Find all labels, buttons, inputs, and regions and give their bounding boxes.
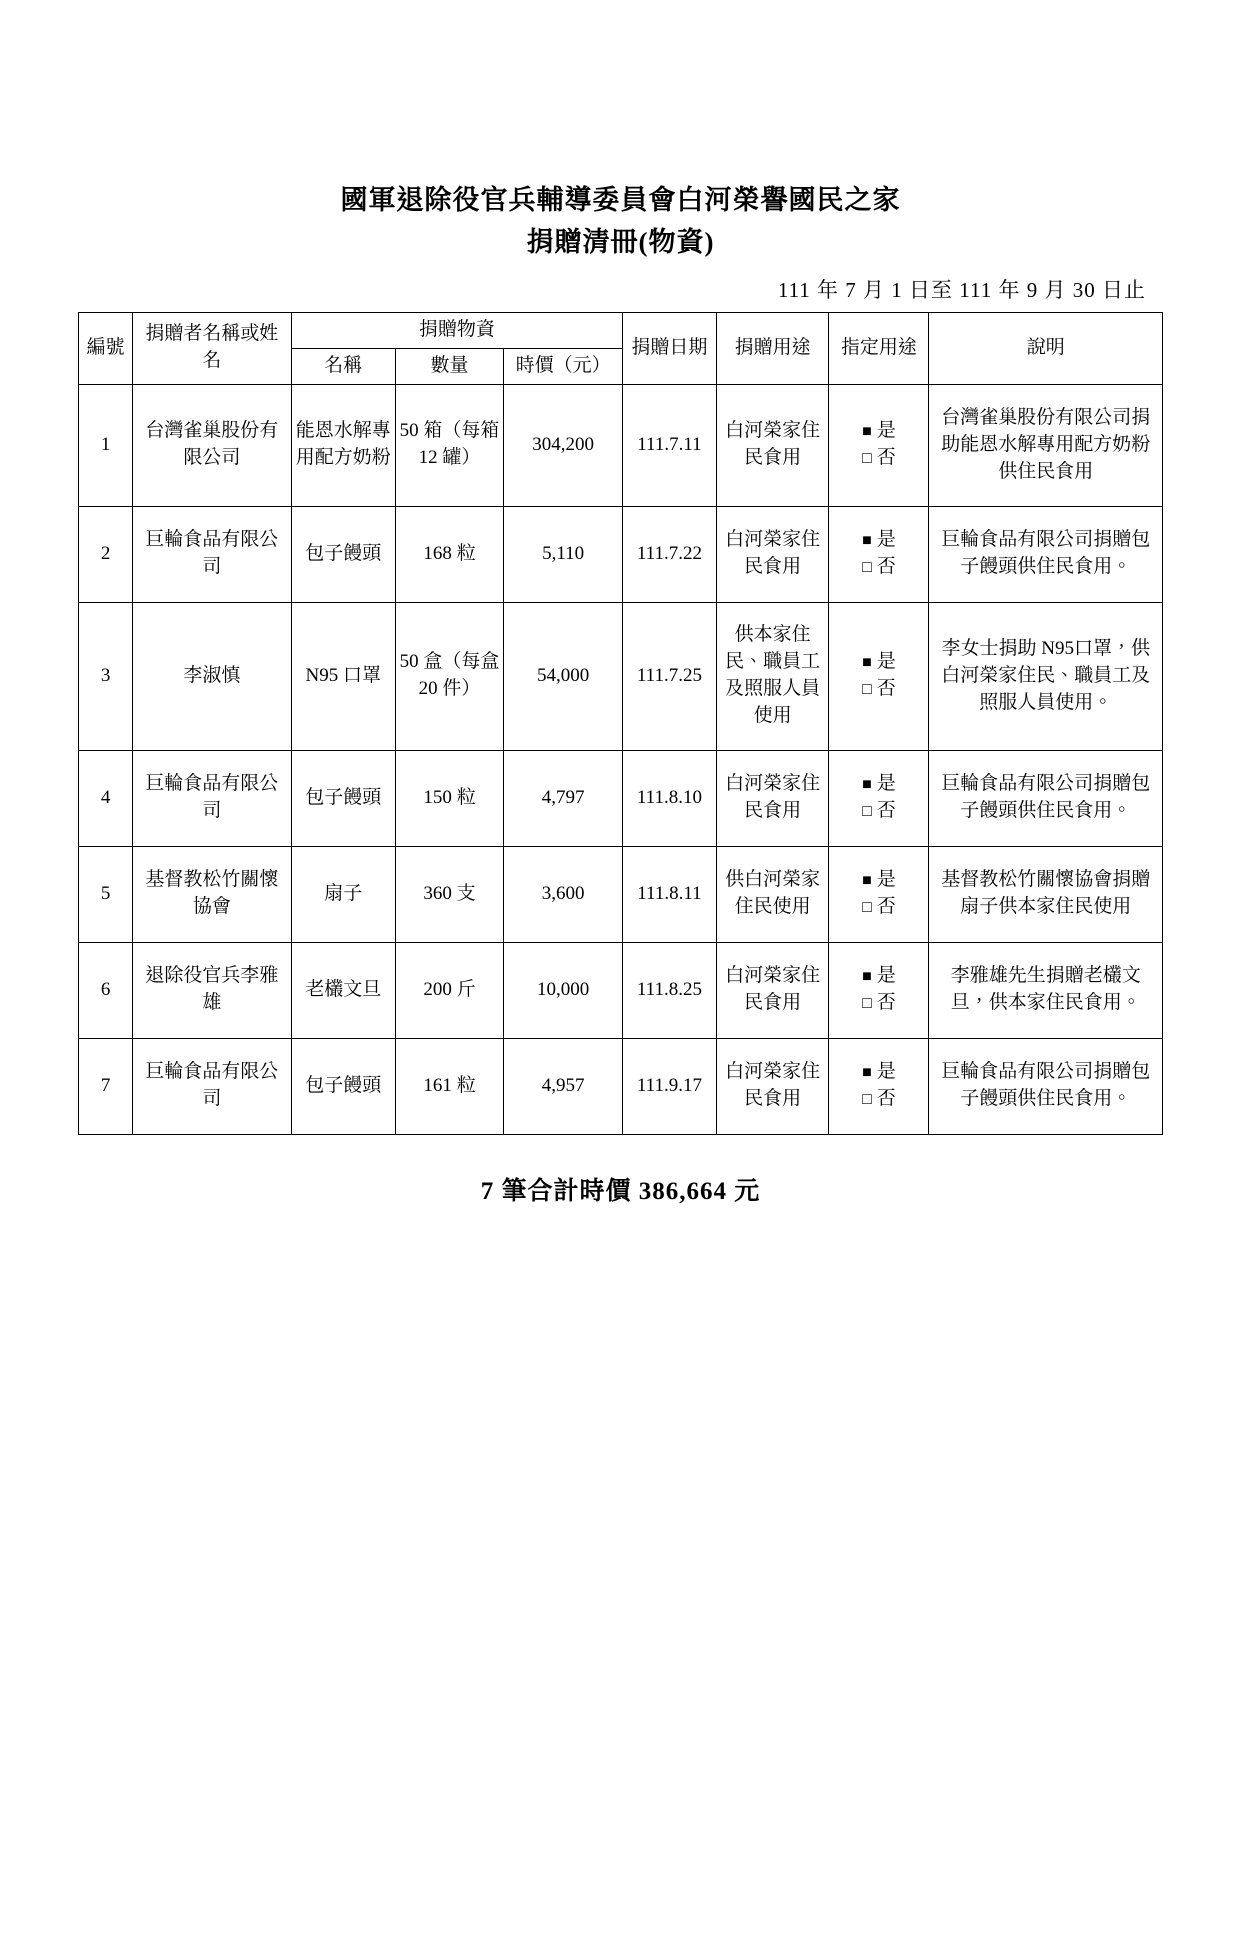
header-designated: 指定用途: [829, 312, 929, 384]
table-row: [79, 506, 1163, 602]
cell-designated: [829, 602, 929, 750]
cell-price: 4,957: [504, 1038, 623, 1134]
cell-purpose: 供白河榮家住民使用: [716, 846, 829, 942]
cell-purpose: 供本家住民、職員工及照服人員使用: [716, 602, 829, 750]
cell-no: 2: [79, 506, 133, 602]
designated-yes-checkbox[interactable]: ■ 是: [832, 649, 925, 676]
header-quantity: 數量: [395, 348, 503, 384]
designated-no-checkbox[interactable]: □ 否: [832, 990, 925, 1017]
designated-no-checkbox[interactable]: □ 否: [832, 554, 925, 581]
cell-quantity: 150 粒: [395, 750, 503, 846]
cell-price: 4,797: [504, 750, 623, 846]
header-purpose: 捐贈用途: [716, 312, 829, 384]
designated-yes-checkbox[interactable]: ■ 是: [832, 527, 925, 554]
cell-designated: [829, 1038, 929, 1134]
cell-no: 1: [79, 384, 133, 506]
header-price: 時價（元）: [504, 348, 623, 384]
designated-yes-checkbox[interactable]: ■ 是: [832, 867, 925, 894]
cell-quantity: 168 粒: [395, 506, 503, 602]
cell-note: 李女士捐助 N95口罩，供白河榮家住民、職員工及照服人員使用。: [929, 602, 1163, 750]
cell-donor: 台灣雀巢股份有限公司: [133, 384, 291, 506]
cell-date: 111.8.25: [623, 942, 717, 1038]
cell-designated: [829, 750, 929, 846]
header-donor: 捐贈者名稱或姓名: [133, 312, 291, 384]
cell-note: 巨輪食品有限公司捐贈包子饅頭供住民食用。: [929, 750, 1163, 846]
table-row: [79, 846, 1163, 942]
cell-designated: [829, 942, 929, 1038]
cell-no: 7: [79, 1038, 133, 1134]
header-date: 捐贈日期: [623, 312, 717, 384]
header-no: 編號: [79, 312, 133, 384]
cell-date: 111.8.10: [623, 750, 717, 846]
cell-donor: 巨輪食品有限公司: [133, 506, 291, 602]
cell-purpose: 白河榮家住民食用: [716, 506, 829, 602]
donation-table: [78, 312, 1163, 1135]
cell-date: 111.7.11: [623, 384, 717, 506]
cell-quantity: 161 粒: [395, 1038, 503, 1134]
designated-no-checkbox[interactable]: □ 否: [832, 1086, 925, 1113]
cell-price: 5,110: [504, 506, 623, 602]
cell-price: 54,000: [504, 602, 623, 750]
cell-date: 111.8.11: [623, 846, 717, 942]
header-item-name: 名稱: [291, 348, 395, 384]
cell-no: 6: [79, 942, 133, 1038]
table-row: [79, 942, 1163, 1038]
cell-price: 3,600: [504, 846, 623, 942]
cell-no: 5: [79, 846, 133, 942]
header-row-1: [79, 312, 1163, 348]
cell-item-name: 包子饅頭: [291, 750, 395, 846]
designated-no-checkbox[interactable]: □ 否: [832, 445, 925, 472]
cell-price: 304,200: [504, 384, 623, 506]
cell-donor: 巨輪食品有限公司: [133, 1038, 291, 1134]
cell-purpose: 白河榮家住民食用: [716, 384, 829, 506]
cell-quantity: 360 支: [395, 846, 503, 942]
title-block: [0, 180, 1241, 264]
cell-note: 巨輪食品有限公司捐贈包子饅頭供住民食用。: [929, 1038, 1163, 1134]
cell-item-name: 扇子: [291, 846, 395, 942]
reporting-period: 111 年 7 月 1 日至 111 年 9 月 30 日止: [777, 277, 1146, 302]
table-row: [79, 602, 1163, 750]
cell-date: 111.9.17: [623, 1038, 717, 1134]
cell-designated: [829, 384, 929, 506]
cell-note: 台灣雀巢股份有限公司捐助能恩水解專用配方奶粉供住民食用: [929, 384, 1163, 506]
cell-note: 巨輪食品有限公司捐贈包子饅頭供住民食用。: [929, 506, 1163, 602]
cell-designated: [829, 846, 929, 942]
designated-no-checkbox[interactable]: □ 否: [832, 894, 925, 921]
cell-price: 10,000: [504, 942, 623, 1038]
cell-purpose: 白河榮家住民食用: [716, 750, 829, 846]
cell-quantity: 50 盒（每盒20 件）: [395, 602, 503, 750]
table-row: [79, 750, 1163, 846]
designated-yes-checkbox[interactable]: ■ 是: [832, 418, 925, 445]
header-goods-group: 捐贈物資: [291, 312, 622, 348]
cell-quantity: 50 箱（每箱12 罐）: [395, 384, 503, 506]
cell-donor: 退除役官兵李雅雄: [133, 942, 291, 1038]
designated-yes-checkbox[interactable]: ■ 是: [832, 1059, 925, 1086]
table-row: [79, 1038, 1163, 1134]
cell-donor: 李淑慎: [133, 602, 291, 750]
table-header: [79, 312, 1163, 384]
designated-yes-checkbox[interactable]: ■ 是: [832, 963, 925, 990]
cell-purpose: 白河榮家住民食用: [716, 942, 829, 1038]
cell-no: 3: [79, 602, 133, 750]
cell-designated: [829, 506, 929, 602]
header-note: 說明: [929, 312, 1163, 384]
cell-date: 111.7.25: [623, 602, 717, 750]
cell-item-name: 老欉文旦: [291, 942, 395, 1038]
cell-purpose: 白河榮家住民食用: [716, 1038, 829, 1134]
cell-donor: 基督教松竹關懷協會: [133, 846, 291, 942]
cell-item-name: N95 口罩: [291, 602, 395, 750]
document-title: 國軍退除役官兵輔導委員會白河榮譽國民之家: [340, 185, 901, 215]
cell-note: 李雅雄先生捐贈老欉文旦，供本家住民食用。: [929, 942, 1163, 1038]
document-page: [0, 180, 1241, 1935]
total-summary: 7 筆合計時價 386,664 元: [480, 1177, 761, 1205]
cell-item-name: 包子饅頭: [291, 506, 395, 602]
cell-note: 基督教松竹關懷協會捐贈扇子供本家住民使用: [929, 846, 1163, 942]
cell-donor: 巨輪食品有限公司: [133, 750, 291, 846]
cell-no: 4: [79, 750, 133, 846]
designated-no-checkbox[interactable]: □ 否: [832, 676, 925, 703]
table-row: [79, 384, 1163, 506]
cell-item-name: 包子饅頭: [291, 1038, 395, 1134]
cell-date: 111.7.22: [623, 506, 717, 602]
cell-quantity: 200 斤: [395, 942, 503, 1038]
document-subtitle: 捐贈清冊(物資): [526, 226, 715, 257]
designated-no-checkbox[interactable]: □ 否: [832, 798, 925, 825]
table-body: [79, 384, 1163, 1134]
designated-yes-checkbox[interactable]: ■ 是: [832, 771, 925, 798]
cell-item-name: 能恩水解專用配方奶粉: [291, 384, 395, 506]
